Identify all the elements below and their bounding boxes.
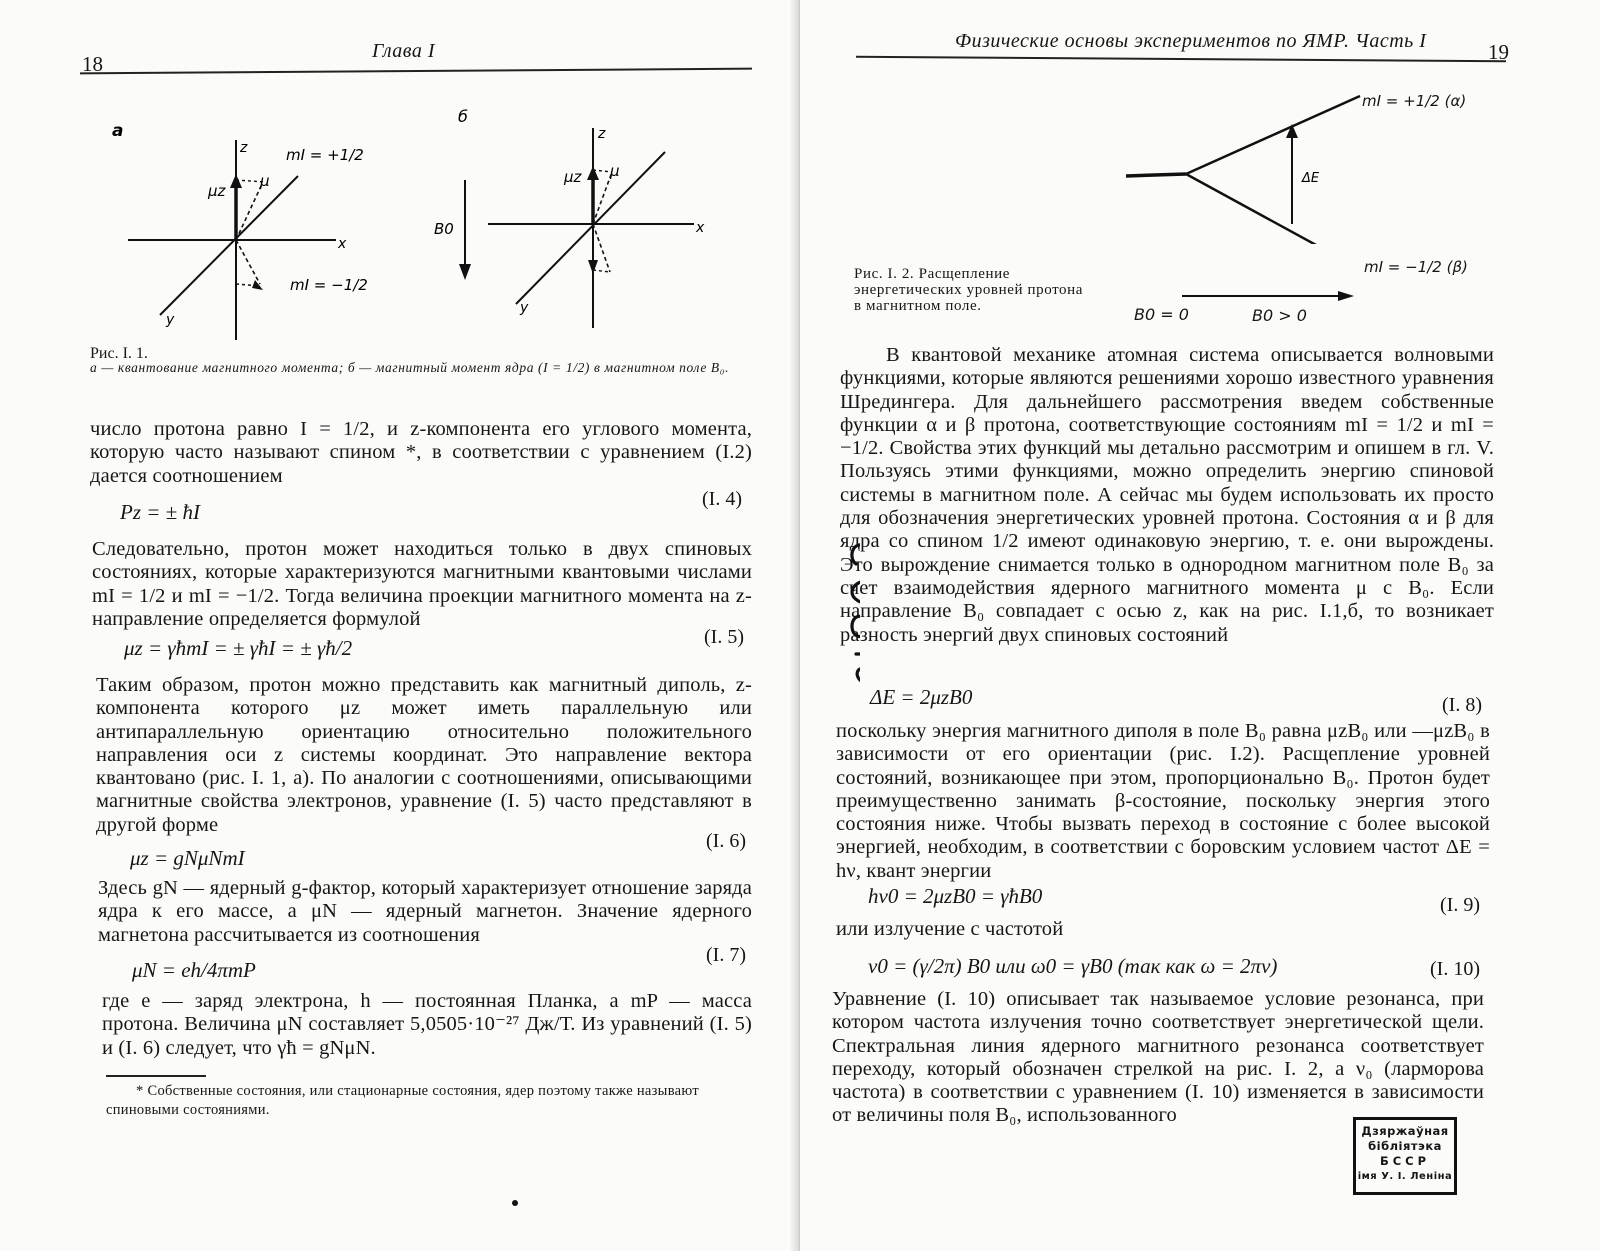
equation-i6: μz = gNμNmI xyxy=(130,846,245,870)
equation-i5-number: (I. 5) xyxy=(704,626,744,648)
field-direction-arrow xyxy=(1180,286,1360,306)
right-page xyxy=(800,0,1600,1251)
figure-1-1-caption: а — квантование магнитного момента; б — магнитный момент ядра (I = 1/2) в магнитном поле B₀. xyxy=(90,360,730,375)
equation-i7: μN = eh/4πmP xyxy=(132,958,256,982)
figure-1-1-caption-title: Рис. I. 1. xyxy=(90,345,148,362)
equation-i10-number: (I. 10) xyxy=(1430,958,1480,980)
delta-e-label: ΔE xyxy=(1302,171,1320,186)
panel-a-m-minus: mI = −1/2 xyxy=(290,276,368,294)
page-number: 19 xyxy=(1488,40,1509,64)
panel-a-x-label: x xyxy=(338,236,347,252)
panel-b-mu-z-label: μz xyxy=(564,168,582,186)
panel-b-y-label: y xyxy=(520,300,529,316)
b0-zero-label: B0 = 0 xyxy=(1134,305,1189,324)
panel-b-letter: б xyxy=(458,107,468,126)
panel-a-mu-z-label: μz xyxy=(208,182,226,200)
b0-positive-label: B0 > 0 xyxy=(1252,306,1307,325)
right-para-4: Уравнение (I. 10) описывает так называемое условие резонанса, при котором частота излучения точно соответствует энергетической щели. Спектральная линия ядерного магнитного резонанса соответствует переходу, который обозначен стрелкой на рис. I. 2, а ν₀ (ларморова частота) в соответствии с уравнением (I. 10) изменяется в зависимости от величины поля B₀, использованного xyxy=(832,988,1484,1127)
left-para-2: Следовательно, протон может находиться только в двух спиновых состояниях, которые характеризуются магнитными квантовыми числами mI = 1/2 и mI = −1/2. Тогда величина проекции магнитного момента на z-направление определяется формулой xyxy=(92,538,752,630)
stamp-line-3: БССР xyxy=(1379,1154,1431,1168)
left-para-3: Таким образом, протон можно представить как магнитный диполь, z-компонента которого μz может иметь параллельную или антипараллельную ориентацию относительно положительного направления оси z системы координат. Это направление вектора квантовано (рис. I. 1, а). По аналогии с соотношениями, описывающими магнитные свойства электронов, уравнение (I. 5) часто представляют в другой форме xyxy=(96,674,752,836)
library-stamp xyxy=(1353,1117,1457,1195)
left-para-5: где e — заряд электрона, h — постоянная Планка, а mP — масса протона. Величина μN составляет 5,0505·10⁻²⁷ Дж/Т. Из уравнений (I. 5) и (I. 6) следует, что γħ = gNμN. xyxy=(102,990,752,1059)
beta-level-label: mI = −1/2 (β) xyxy=(1364,258,1468,276)
panel-a-y-label: y xyxy=(166,312,175,328)
panel-b-x-label: x xyxy=(696,220,705,236)
running-head: Глава I xyxy=(372,40,435,62)
panel-a-z-label: z xyxy=(240,140,248,156)
header-rule xyxy=(856,56,1506,63)
stamp-line-4: імя У. І. Леніна xyxy=(1357,1171,1453,1182)
right-para-2: поскольку энергия магнитного диполя в поле B₀ равна μzB₀ или —μzB₀ в зависимости от его ориентации (рис. I.2). Расщепление уровней состояний, возникающее при этом, пропорционально B₀. Протон будет преимущественно занимать β-состояние, поскольку энергия этого состояния ниже. Чтобы вызвать переход в состояние с более высокой энергией, необходим, в соответствии с боровским условием частот ΔE = hν, квант энергии xyxy=(836,720,1490,882)
equation-i9-number: (I. 9) xyxy=(1440,894,1480,916)
panel-a-letter: а xyxy=(112,121,124,141)
running-head: Физические основы экспериментов по ЯМР. Часть I xyxy=(955,30,1427,52)
alpha-level-line xyxy=(1186,96,1360,174)
equation-i4-number: (I. 4) xyxy=(702,488,742,510)
panel-b-mu-label: μ xyxy=(610,162,620,180)
stamp-line-1: Дзяржаўная xyxy=(1361,1124,1449,1138)
footnote-rule xyxy=(106,1075,206,1077)
stamp-line-2: бібліятэка xyxy=(1368,1139,1442,1153)
figure-1-1 xyxy=(90,100,730,350)
left-para-1: число протона равно I = 1/2, и z-компонента его углового момента, которую часто называют спином *, в соответствии с уравнением (I.2) дается соотношением xyxy=(90,418,752,487)
figure-1-2-caption: Рис. I. 2. Расщепление энергетических уровней протона в магнитном поле. xyxy=(854,266,1084,314)
left-para-4: Здесь gN — ядерный g-фактор, который характеризует отношение заряда ядра к его массе, а μN — ядерный магнетон. Значение ядерного магнетона рассчитывается из соотношения xyxy=(98,877,752,946)
handwritten-inventory-number xyxy=(812,532,860,692)
header-rule xyxy=(80,68,752,75)
page-speck xyxy=(512,1200,518,1206)
page-number: 18 xyxy=(82,52,103,76)
equation-i9: hν0 = 2μzB0 = γħB0 xyxy=(868,884,1043,908)
equation-i8-number: (I. 8) xyxy=(1442,694,1482,716)
panel-a-mu-arrow xyxy=(236,184,262,240)
panel-a-m-plus: mI = +1/2 xyxy=(286,146,364,164)
beta-level-line xyxy=(1186,174,1360,244)
panel-b-field-label: B0 xyxy=(434,220,454,238)
equation-i10: ν0 = (γ/2π) B0 или ω0 = γB0 (так как ω = 2πν) xyxy=(868,954,1278,978)
panel-a-y-axis xyxy=(160,176,298,315)
equation-i8: ΔE = 2μzB0 xyxy=(870,685,973,709)
panel-a-mu-label: μ xyxy=(260,172,270,190)
degenerate-level-line xyxy=(1126,174,1186,176)
right-para-3: или излучение с частотой xyxy=(836,918,1064,940)
equation-i7-number: (I. 7) xyxy=(706,944,746,966)
alpha-level-label: mI = +1/2 (α) xyxy=(1362,92,1467,110)
equation-i4: Pz = ± ħI xyxy=(120,500,200,524)
panel-b-z-label: z xyxy=(598,126,606,142)
equation-i6-number: (I. 6) xyxy=(706,830,746,852)
right-para-1: В квантовой механике атомная система описывается волновыми функциями, которые являются решениями хорошо известного уравнения Шредингера. Для дальнейшего рассмотрения введем собственные функции α и β протона, соответствующие состояниям mI = 1/2 и mI = −1/2. Свойства этих функций мы детально рассмотрим и опишем в гл. V. Пользуясь этими функциями, можно определить энергию спиновой системы в магнитном поле. А сейчас мы будем использовать их просто для обозначения энергетических уровней протона. Состояния α и β для ядра со спином 1/2 имеют одинаковую энергию, т. е. они вырождены. Это вырождение снимается только в однородном магнитном поле B₀ за счет взаимодействия ядерного магнитного момента μ с B₀. Если направление B₀ совпадает с осью z, как на рис. I.1,б, то возникает разность энергий двух спиновых состояний xyxy=(840,344,1494,646)
equation-i5: μz = γħmI = ± γħI = ± γħ/2 xyxy=(124,636,353,660)
footnote: * Собственные состояния, или стационарные состояния, ядер поэтому также называют спиновыми состояниями. xyxy=(106,1083,699,1118)
